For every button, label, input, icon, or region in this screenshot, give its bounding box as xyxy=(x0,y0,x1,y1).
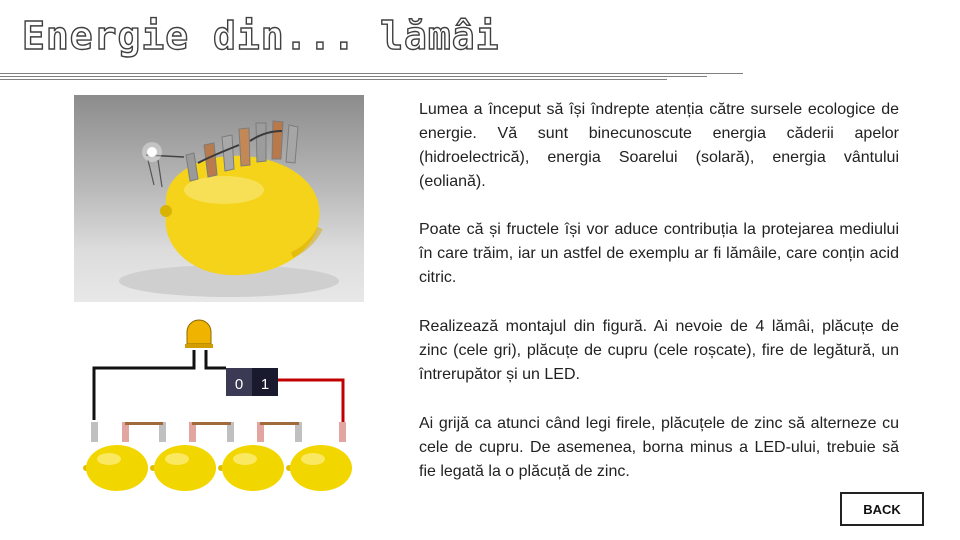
switch[interactable] xyxy=(226,368,278,396)
wires xyxy=(94,350,343,422)
plate-connections xyxy=(125,422,299,425)
led-icon xyxy=(185,320,213,348)
lemon-icon xyxy=(218,445,284,491)
title-underline xyxy=(0,73,743,74)
title-underline xyxy=(0,79,667,80)
paragraph-fruits: Poate că și fructele își vor aduce contribuția la protejarea mediului în care trăim, iar un astfel de exemplu ar fi lămâile, care conțin acid citric. xyxy=(419,221,899,286)
circuit-diagram xyxy=(75,312,365,492)
paragraph-intro: Lumea a început să își îndrepte atenția către sursele ecologice de energie. Vă sunt binecunoscute energia căderii apelor (hidroelectrică), energia Soarelui (solară), energia vântului (eoliană). xyxy=(419,101,899,190)
lemon-icon xyxy=(286,445,352,491)
title-underline xyxy=(0,76,707,77)
lemon-battery-photo xyxy=(74,95,364,302)
lemon-icon xyxy=(83,445,148,491)
switch-on-label: 1 xyxy=(260,376,270,393)
switch-off-label: 0 xyxy=(234,376,244,393)
back-button[interactable]: BACK xyxy=(840,492,924,526)
paragraph-instructions: Realizează montajul din figură. Ai nevoie de 4 lămâi, plăcuțe de zinc (cele gri), plăcuțe de cupru (cele roșcate), fire de legătură, un întrerupător și un LED. xyxy=(419,318,899,383)
paragraph-warning: Ai grijă ca atunci când legi firele, plăcuțele de zinc să alterneze cu cele de cupru. De asemenea, borna minus a LED-ului, trebuie să fie legată la o plăcuță de zinc. xyxy=(419,415,899,480)
lemon-icon xyxy=(150,445,216,491)
page-title: Energie din... lămâi xyxy=(22,14,500,58)
